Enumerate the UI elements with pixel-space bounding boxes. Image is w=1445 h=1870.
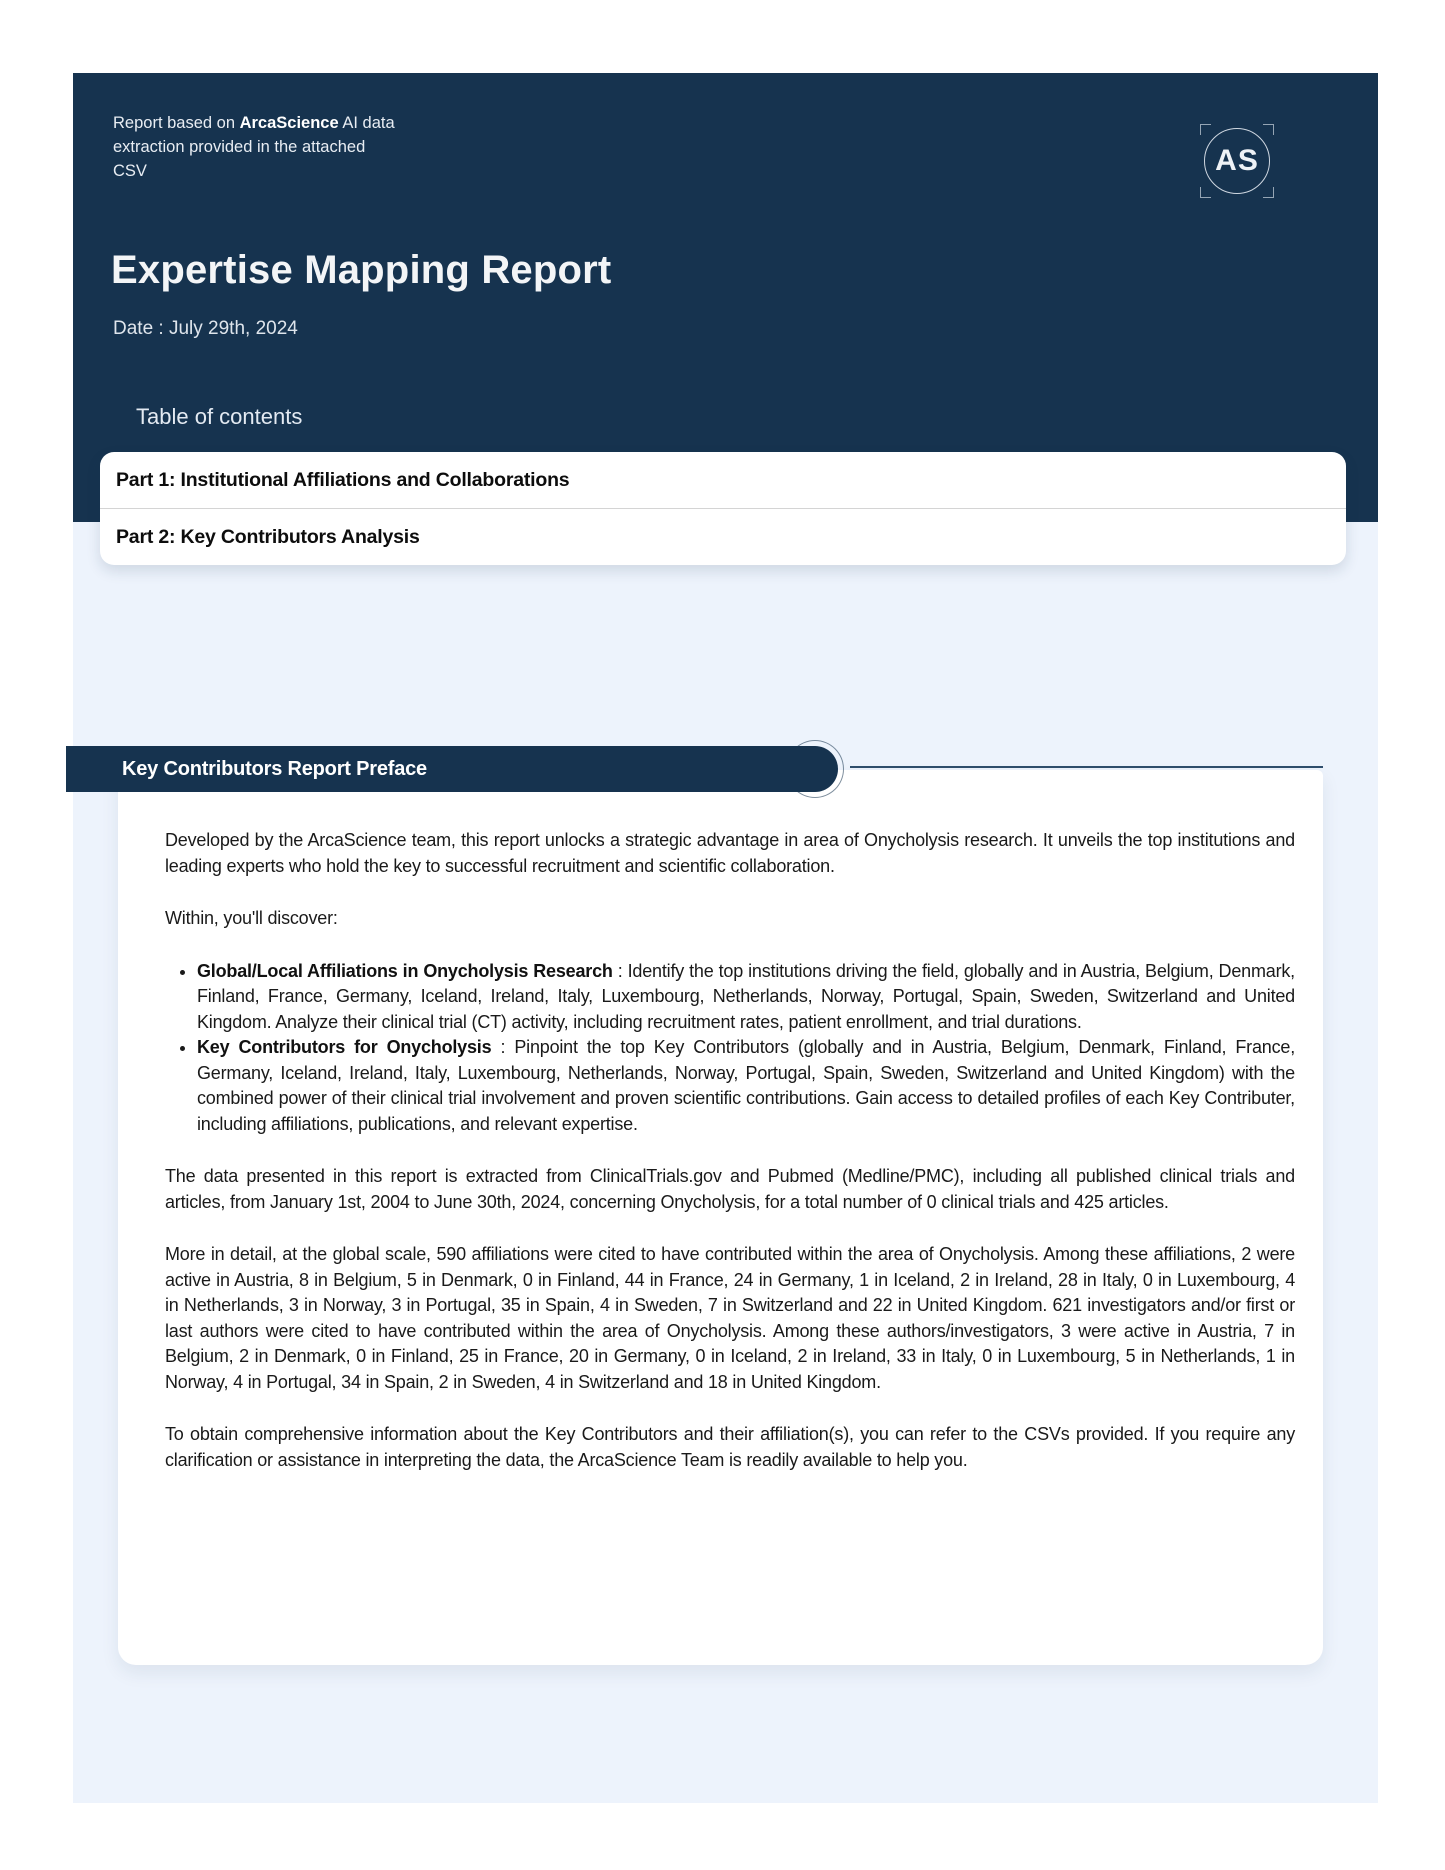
logo-corner-mark [1200,124,1211,135]
preface-section-title: Key Contributors Report Preface [122,757,427,780]
preface-bullet-list [165,959,1295,1138]
banner-rule-line [850,766,1323,768]
logo-circle-icon [1204,128,1270,194]
bullet-lead: Key Contributors for Onycholysis [197,1037,492,1057]
page-title: Expertise Mapping Report [111,248,612,292]
logo-corner-mark [1200,187,1211,198]
bullet-global-local-affiliations [197,959,1295,1036]
preface-discover-intro: Within, you'll discover: [165,908,338,928]
bullet-lead: Global/Local Affiliations in Onycholysis Research [197,960,613,981]
preface-paragraph-closing: To obtain comprehensive information about the Key Contributors and their affiliation(s), you can refer to the CSVs provided. If you require any clarification or assistance in interpreting the data, the ArcaScience Team is readily available to help you. [165,1424,1295,1470]
toc-item-part-1[interactable]: Part 1: Institutional Affiliations and Collaborations [116,468,570,491]
preface-paragraph-data-sources: The data presented in this report is extracted from ClinicalTrials.gov and Pubmed (Medline/PMC), including all published clinical trials and articles, from January 1st, 2004 to June 30th, 2024, concerning Onycholysis, for a total number of 0 clinical trials and 425 articles. [165,1166,1295,1212]
header-note-prefix: Report based on [113,114,240,132]
brand-name: ArcaScience [239,114,339,132]
logo-corner-mark [1263,124,1274,135]
logo-monogram: AS [1215,144,1259,177]
report-date: Date : July 29th, 2024 [113,318,298,339]
toc-heading: Table of contents [136,404,303,429]
bullet-body: : Pinpoint the top Key Contributors (globally and in Austria, Belgium, Denmark, Finland, France, Germany, Iceland, Ireland, Italy, Luxembourg, Netherlands, Norway, Portugal, Spain, Sweden, Switzerland and United Kingdom) with the combined power of their clinical trial involvement and proven scientific contributions. Gain access to detailed profiles of each Key Contributer, including affiliations, publications, and relevant expertise. [197,1037,1295,1134]
toc-card [100,452,1346,565]
bullet-key-contributors [197,1035,1295,1137]
preface-card [118,770,1323,1665]
header-note [113,112,398,184]
preface-paragraph-detail-stats: More in detail, at the global scale, 590 affiliations were cited to have contributed within the area of Onycholysis. Among these affiliations, 2 were active in Austria, 8 in Belgium, 5 in Denmark, 0 in Finland, 44 in France, 24 in Germany, 1 in Iceland, 2 in Ireland, 28 in Italy, 0 in Luxembourg, 4 in Netherlands, 3 in Norway, 3 in Portugal, 35 in Spain, 4 in Sweden, 7 in Switzerland and 22 in United Kingdom. 621 investigators and/or first or last authors were cited to have contributed within the area of Onycholysis. Among these authors/investigators, 3 were active in Austria, 7 in Belgium, 2 in Denmark, 0 in Finland, 25 in France, 20 in Germany, 0 in Iceland, 2 in Ireland, 33 in Italy, 0 in Luxembourg, 5 in Netherlands, 1 in Norway, 4 in Portugal, 34 in Spain, 2 in Sweden, 4 in Switzerland and 18 in United Kingdom. [165,1244,1295,1392]
toc-item-part-2[interactable]: Part 2: Key Contributors Analysis [116,525,420,548]
header-note-suffix: AI data extraction provided in the attached CSV [113,114,395,180]
logo-corner-mark [1263,187,1274,198]
bullet-body: : Identify the top institutions driving the field, globally and in Austria, Belgium, Denmark, Finland, France, Germany, Iceland, Ireland, Italy, Luxembourg, Netherlands, Norway, Portugal, Spain, Sweden, Switzerland and United Kingdom. Analyze their clinical trial (CT) activity, including recruitment rates, patient enrollment, and trial durations. [197,960,1295,1032]
arcascience-logo [1204,128,1270,194]
preface-section-banner [66,746,838,792]
preface-paragraph-intro: Developed by the ArcaScience team, this report unlocks a strategic advantage in area of Onycholysis research. It unveils the top institutions and leading experts who hold the key to successful recruitment and scientific collaboration. [165,830,1295,876]
